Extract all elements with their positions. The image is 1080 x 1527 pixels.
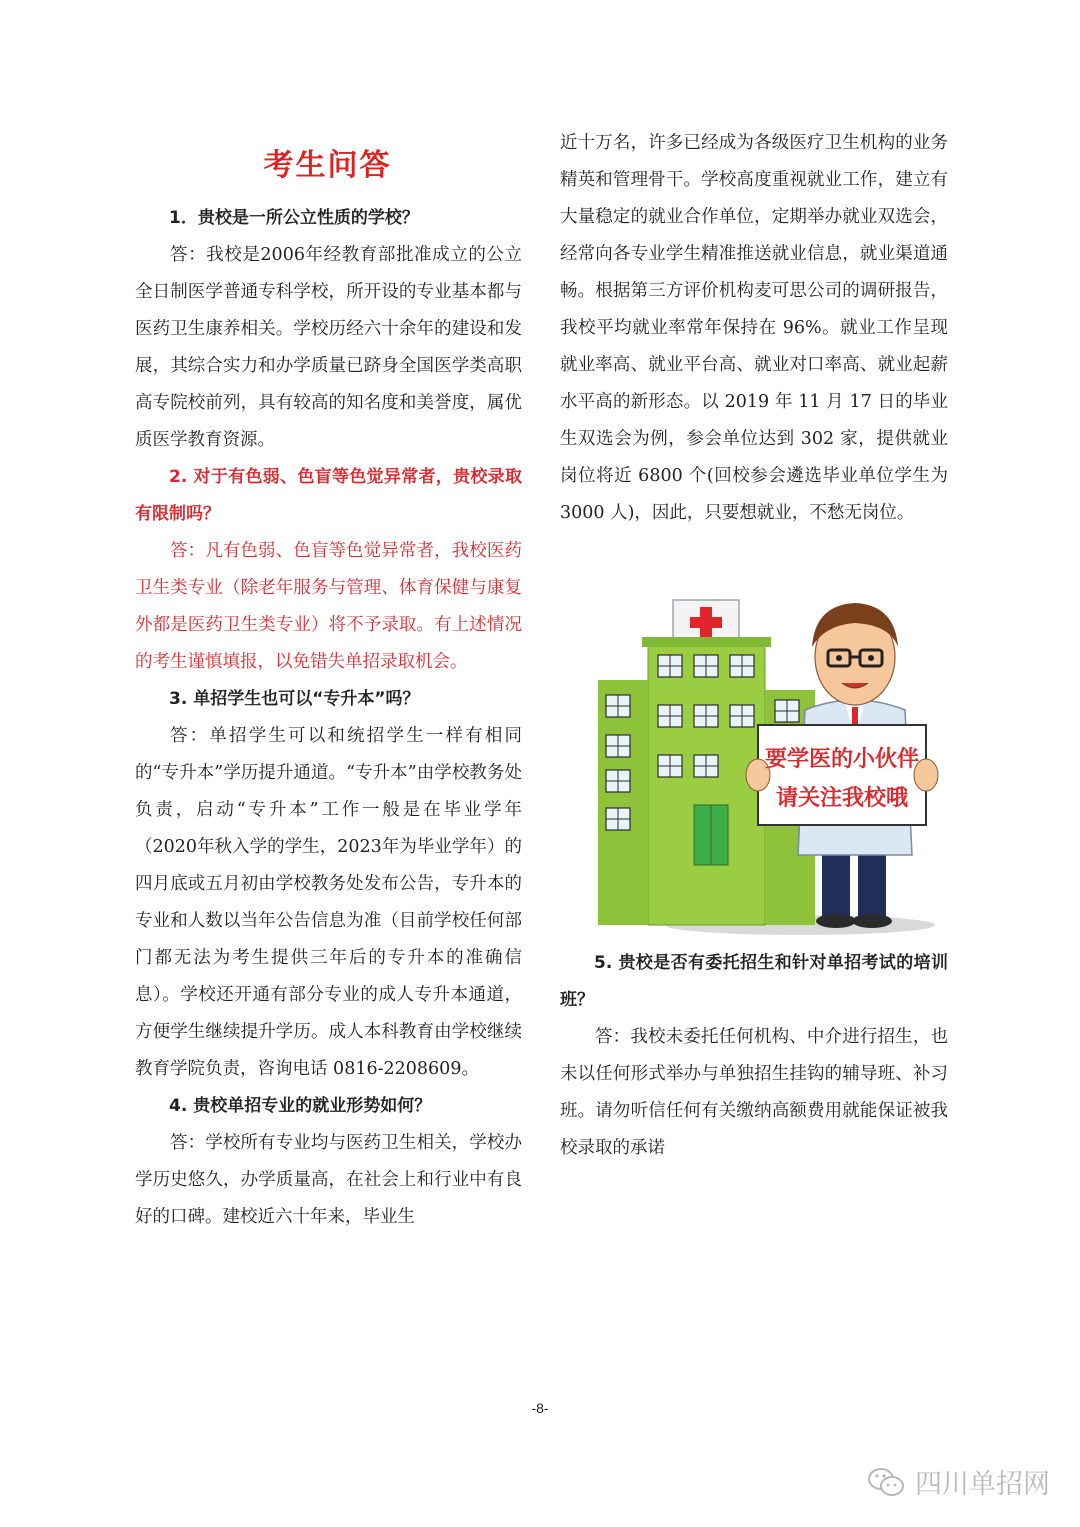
hospital-doctor-illustration <box>590 595 950 940</box>
left-column <box>135 200 522 1236</box>
page-title: 考生问答 <box>263 148 392 183</box>
wechat-icon <box>867 1466 905 1498</box>
question-5: 5. 贵校是否有委托招生和针对单招考试的培训班？ <box>560 953 948 1010</box>
answer-2: 答：凡有色弱、色盲等色觉异常者，我校医药卫生类专业（除老年服务与管理、体育保健与康复外都是医药卫生类专业）将不予录取。有上述情况的考生谨慎填报，以免错失单招录取机会。 <box>135 541 522 672</box>
right-column-lower <box>560 945 948 1167</box>
answer-1: 答：我校是2006年经教育部批准成立的公立全日制医学普通专科学校，所开设的专业基本都与医药卫生康养相关。学校历经六十余年的建设和发展，其综合实力和办学质量已跻身全国医学类高职高专院校前列，具有较高的知名度和美誉度，属优质医学教育资源。 <box>135 245 522 450</box>
sign-line-1: 要学医的小伙伴 <box>764 747 920 772</box>
answer-5: 答：我校未委托任何机构、中介进行招生，也未以任何形式举办与单独招生挂钩的辅导班、补习班。请勿听信任何有关缴纳高额费用就能保证被我校录取的承诺 <box>560 1027 948 1158</box>
question-4: 4. 贵校单招专业的就业形势如何？ <box>169 1096 432 1116</box>
answer-3: 答：单招学生可以和统招学生一样有相同的“专升本”学历提升通道。“专升本”由学校教务处负责，启动“专升本”工作一般是在毕业学年（2020年秋入学的学生，2023年为毕业学年）的四月底或五月初由学校教务处发布公告，专升本的专业和人数以当年公告信息为准（目前学校任何部门都无法为考生提供三年后的专升本的准确信息）。学校还开通有部分专业的成人专升本通道，方便学生继续提升学历。成人本科教育由学校继续教育学院负责，咨询电话 0816-2208609。 <box>135 726 522 1079</box>
answer-4: 答：学校所有专业均与医药卫生相关，学校办学历史悠久，办学质量高，在社会上和行业中有良好的口碑。建校近六十年来，毕业生 <box>135 1133 522 1227</box>
question-2: 2. 对于有色弱、色盲等色觉异常者，贵校录取有限制吗？ <box>135 467 522 524</box>
answer-4-continued: 近十万名，许多已经成为各级医疗卫生机构的业务精英和管理骨干。学校高度重视就业工作，建立有大量稳定的就业合作单位，定期举办就业双选会，经常向各专业学生精准推送就业信息，就业渠道通畅。根据第三方评价机构麦可思公司的调研报告，我校平均就业率常年保持在 96%。就业工作呈现就业率高、就业平台高、就业对口率高、就业起薪水平高的新形态。以 2019 年 11 月 17 日的毕业生双选会为例，参会单位达到 302 家，提供就业岗位将近 6800 个(回校参会遴选毕业单位学生为 3000 人)，因此，只要想就业，不愁无岗位。 <box>560 133 948 523</box>
right-column <box>560 125 948 532</box>
page-number: -8- <box>531 1400 549 1416</box>
sign-line-2: 请关注我校哦 <box>775 786 909 811</box>
question-1: 1．贵校是一所公立性质的学校？ <box>169 208 419 228</box>
watermark-text: 四川单招网 <box>915 1469 1050 1500</box>
watermark <box>867 1462 1050 1501</box>
question-3: 3. 单招学生也可以“专升本”吗？ <box>169 689 420 709</box>
